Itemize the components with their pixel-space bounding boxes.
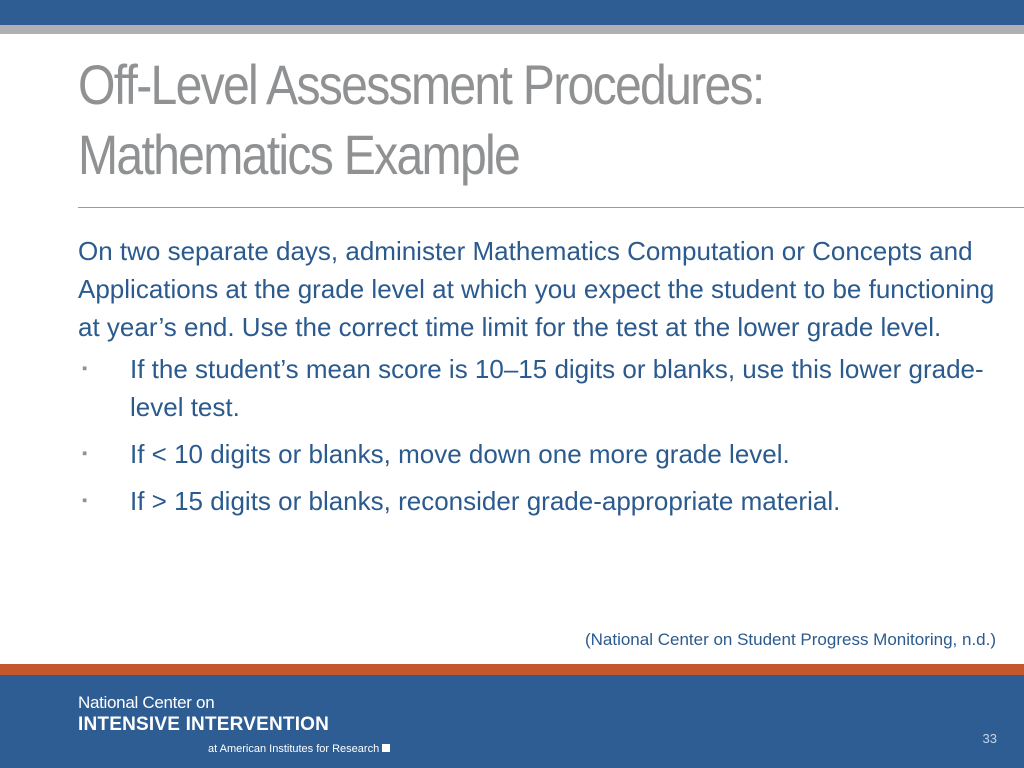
slide-body [78, 232, 1008, 529]
top-gray-band [0, 25, 1024, 34]
logo-line-1: National Center on [78, 693, 215, 712]
citation: (National Center on Student Progress Monitoring, n.d.) [584, 630, 996, 649]
bullet-text: If > 15 digits or blanks, reconsider grade-appropriate material. [130, 486, 841, 516]
title-line-2: Mathematics Example [78, 123, 520, 186]
title-line-1: Off-Level Assessment Procedures: [78, 53, 764, 116]
title-divider [78, 207, 1024, 208]
intro-paragraph: On two separate days, administer Mathematics Computation or Concepts and Applications at the grade level at which you expect the student to be functioning at year’s end. Use the correct time limit for the test at the lower grade level. [78, 236, 995, 342]
page-number: 33 [982, 731, 997, 746]
bullet-item [78, 350, 1008, 426]
square-bullet-icon: ▪ [82, 492, 88, 509]
slide-title [78, 50, 869, 190]
footer [0, 675, 1024, 768]
logo-line-2: INTENSIVE INTERVENTION [78, 714, 330, 735]
logo-square-icon [382, 744, 390, 752]
bullet-list [78, 350, 1008, 520]
bullet-text: If the student’s mean score is 10–15 digits or blanks, use this lower grade-level test. [130, 354, 984, 422]
bullet-item [78, 482, 1008, 520]
footer-accent-band [0, 664, 1024, 675]
bullet-text: If < 10 digits or blanks, move down one more grade level. [130, 439, 790, 469]
organization-logo [78, 693, 390, 757]
square-bullet-icon: ▪ [82, 445, 88, 462]
square-bullet-icon: ▪ [82, 360, 88, 377]
logo-line-3: at American Institutes for Research [208, 741, 390, 757]
bullet-item [78, 435, 1008, 473]
top-color-band [0, 0, 1024, 25]
